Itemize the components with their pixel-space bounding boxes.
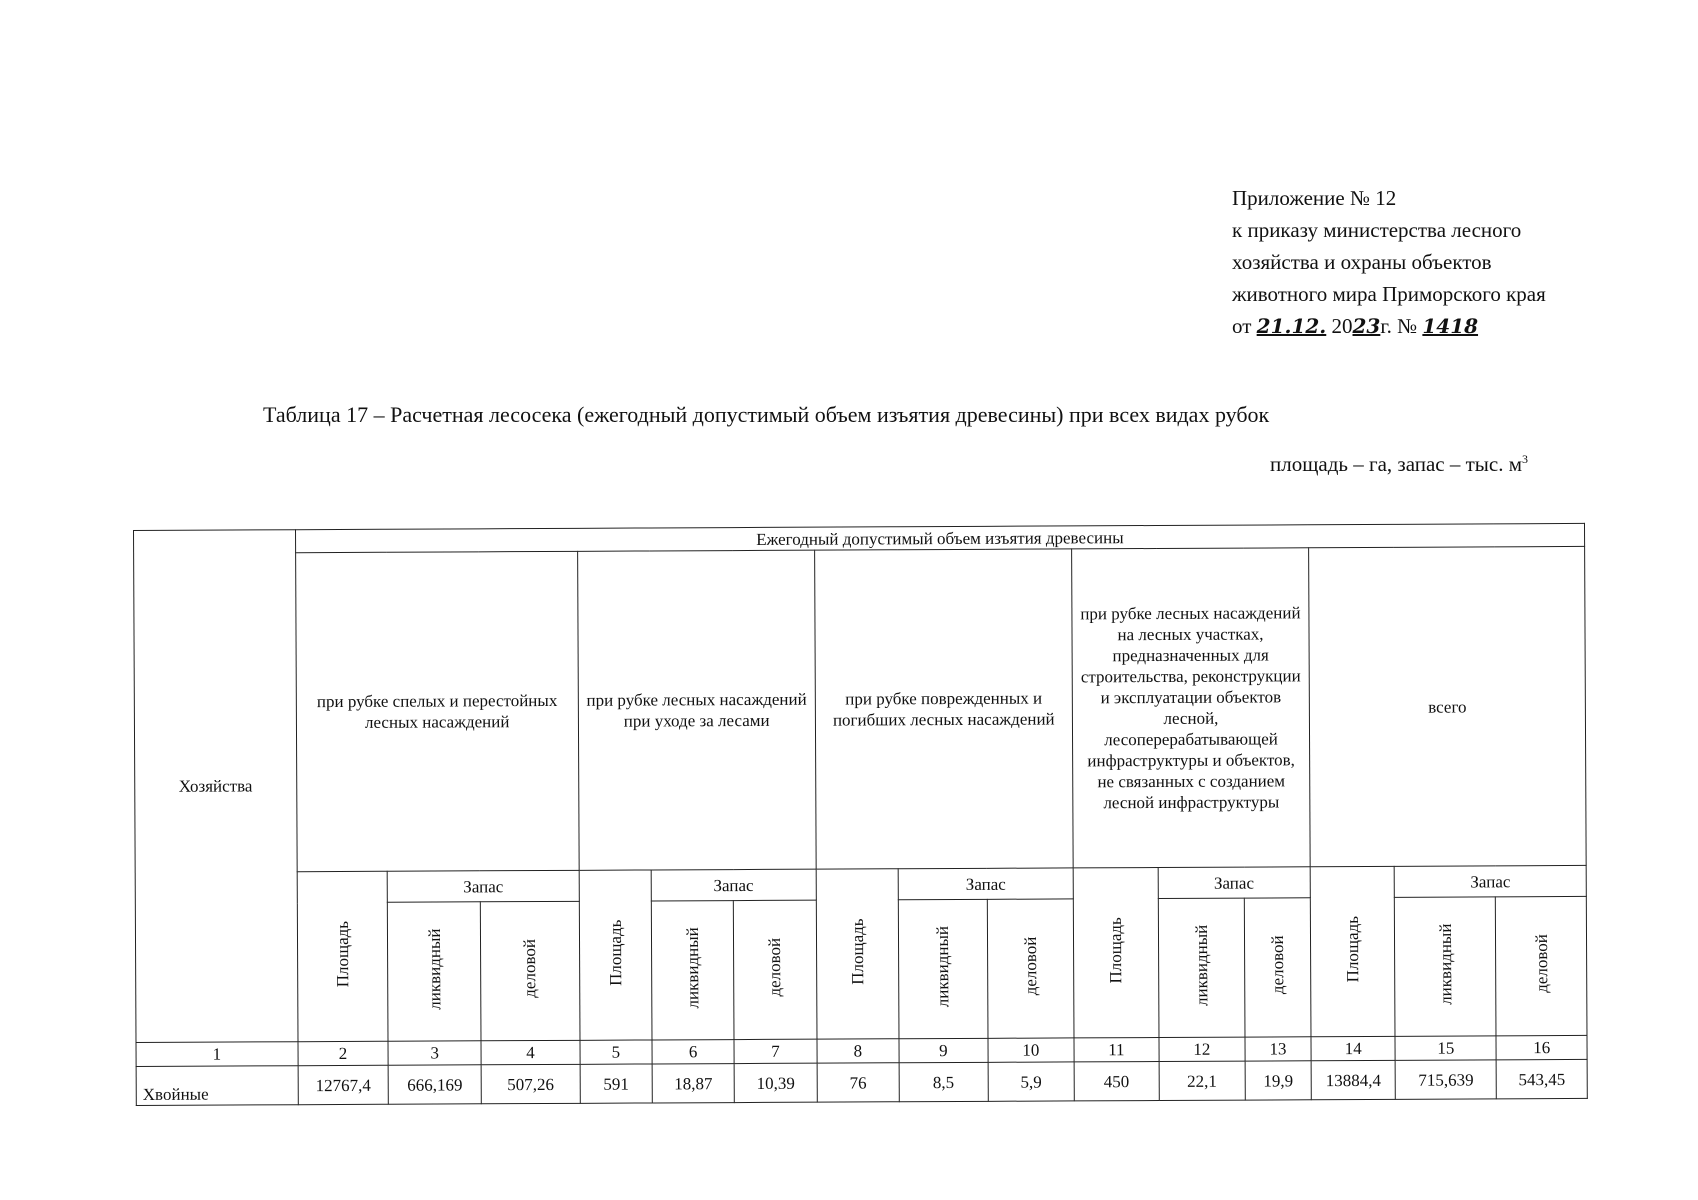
column-number: 6: [652, 1040, 734, 1064]
units-superscript: 3: [1522, 452, 1529, 466]
liquid-header: [1158, 898, 1245, 1037]
column-number: 2: [298, 1041, 389, 1065]
number-label: г. №: [1380, 314, 1418, 338]
area-label: Площадь: [1106, 916, 1126, 984]
area-header: [1310, 866, 1395, 1036]
column-number: 13: [1245, 1037, 1311, 1061]
stock-header: Запас: [1158, 867, 1311, 899]
handwritten-date: 21.12.: [1256, 314, 1327, 338]
business-label: деловой: [1020, 936, 1041, 996]
column-number: 16: [1496, 1035, 1587, 1059]
table-cell: 666,169: [388, 1065, 481, 1104]
column-number: 4: [481, 1040, 580, 1064]
column-number: 8: [817, 1039, 899, 1063]
column-number: 1: [136, 1042, 298, 1067]
table-cell: 10,39: [734, 1063, 817, 1102]
appendix-block: [1232, 182, 1546, 342]
liquid-header: [898, 899, 987, 1038]
table-cell: 76: [817, 1063, 900, 1102]
business-header: [1496, 896, 1587, 1035]
table-cell: 18,87: [652, 1064, 735, 1103]
handwritten-number: 1418: [1422, 314, 1479, 338]
column-number: 11: [1074, 1037, 1159, 1061]
appendix-line-1: Приложение № 12: [1232, 186, 1397, 210]
table-cell: 450: [1074, 1061, 1159, 1100]
liquid-label: ликвидный: [933, 925, 953, 1008]
group-header-damaged: при рубке поврежденных и погибших лесных насаждений: [814, 549, 1073, 869]
area-label: Площадь: [605, 919, 626, 986]
appendix-line-4: животного мира Приморского края: [1232, 282, 1546, 306]
area-header: [1073, 867, 1158, 1037]
table-cell: 8,5: [899, 1062, 988, 1101]
liquid-label: ликвидный: [683, 927, 703, 1009]
liquid-label: ликвидный: [1191, 924, 1212, 1006]
table-cell: 12767,4: [298, 1065, 389, 1104]
liquid-label: ликвидный: [424, 928, 444, 1010]
units-note: [1270, 452, 1528, 477]
liquid-header: [388, 902, 481, 1041]
business-header: [734, 900, 817, 1039]
row-label: Хвойные: [136, 1066, 298, 1106]
column-number: 14: [1311, 1036, 1396, 1060]
liquid-label: ликвидный: [1435, 923, 1456, 1005]
column-number: 12: [1159, 1037, 1246, 1061]
area-label: Площадь: [847, 918, 868, 985]
annual-volume-header: Ежегодный допустимый объем изъятия древесины: [295, 523, 1584, 552]
business-label: деловой: [1531, 934, 1551, 994]
group-header-thinning: при рубке лесных насаждений при уходе за лесами: [577, 550, 815, 870]
column-number: 5: [580, 1040, 652, 1064]
column-number: 9: [899, 1038, 988, 1062]
liquid-header: [1395, 897, 1497, 1036]
business-header: [480, 901, 580, 1040]
group-header-construction: при рубке лесных насаждений на лесных участках, предназначенных для строительства, реконструкции и эксплуатации объектов лесной, лесоперерабатывающей инфраструктуры и объектов, не связанных с созданием лесной инфраструктуры: [1072, 548, 1310, 868]
table-cell: 22,1: [1159, 1061, 1246, 1100]
table-cell: 715,639: [1395, 1060, 1496, 1099]
table-title: Таблица 17 – Расчетная лесосека (ежегодный допустимый объем изъятия древесины) при всех видах рубок: [263, 402, 1270, 427]
area-header: [297, 871, 388, 1041]
area-label: Площадь: [1343, 915, 1363, 983]
household-header: Хозяйства: [134, 530, 298, 1043]
appendix-date-line: [1232, 310, 1546, 342]
column-number: 15: [1395, 1036, 1496, 1060]
table-cell: 19,9: [1245, 1061, 1311, 1100]
business-label: деловой: [520, 939, 540, 998]
handwritten-year: 23: [1352, 314, 1381, 338]
business-header: [1244, 898, 1311, 1037]
units-text: площадь – га, запас – тыс. м: [1270, 452, 1523, 476]
stock-header: Запас: [651, 869, 816, 901]
liquid-header: [651, 901, 734, 1040]
stock-header: Запас: [898, 868, 1073, 900]
table-row: [136, 1059, 1587, 1105]
area-label: Площадь: [332, 920, 353, 988]
year-prefix: 20: [1331, 314, 1353, 338]
date-prefix: от: [1232, 314, 1252, 338]
table-cell: 507,26: [481, 1064, 580, 1103]
table-cell: 5,9: [988, 1062, 1075, 1101]
area-header: [816, 869, 899, 1039]
table-cell: 591: [580, 1064, 652, 1103]
column-number: 7: [734, 1039, 816, 1063]
appendix-line-3: хозяйства и охраны объектов: [1232, 250, 1492, 274]
area-header: [579, 870, 652, 1040]
column-number: 3: [388, 1041, 481, 1065]
group-header-mature: при рубке спелых и перестойных лесных насаждений: [295, 551, 579, 871]
table-cell: 13884,4: [1311, 1060, 1396, 1099]
appendix-line-2: к приказу министерства лесного: [1232, 218, 1522, 242]
logging-table: [133, 523, 1588, 1106]
business-header: [987, 899, 1074, 1038]
business-label: деловой: [1267, 935, 1288, 995]
business-label: деловой: [765, 937, 785, 997]
stock-header: Запас: [1395, 865, 1587, 897]
stock-header: Запас: [387, 870, 579, 902]
column-number: 10: [988, 1038, 1075, 1062]
table-cell: 543,45: [1496, 1059, 1587, 1098]
group-header-total: всего: [1309, 546, 1587, 866]
